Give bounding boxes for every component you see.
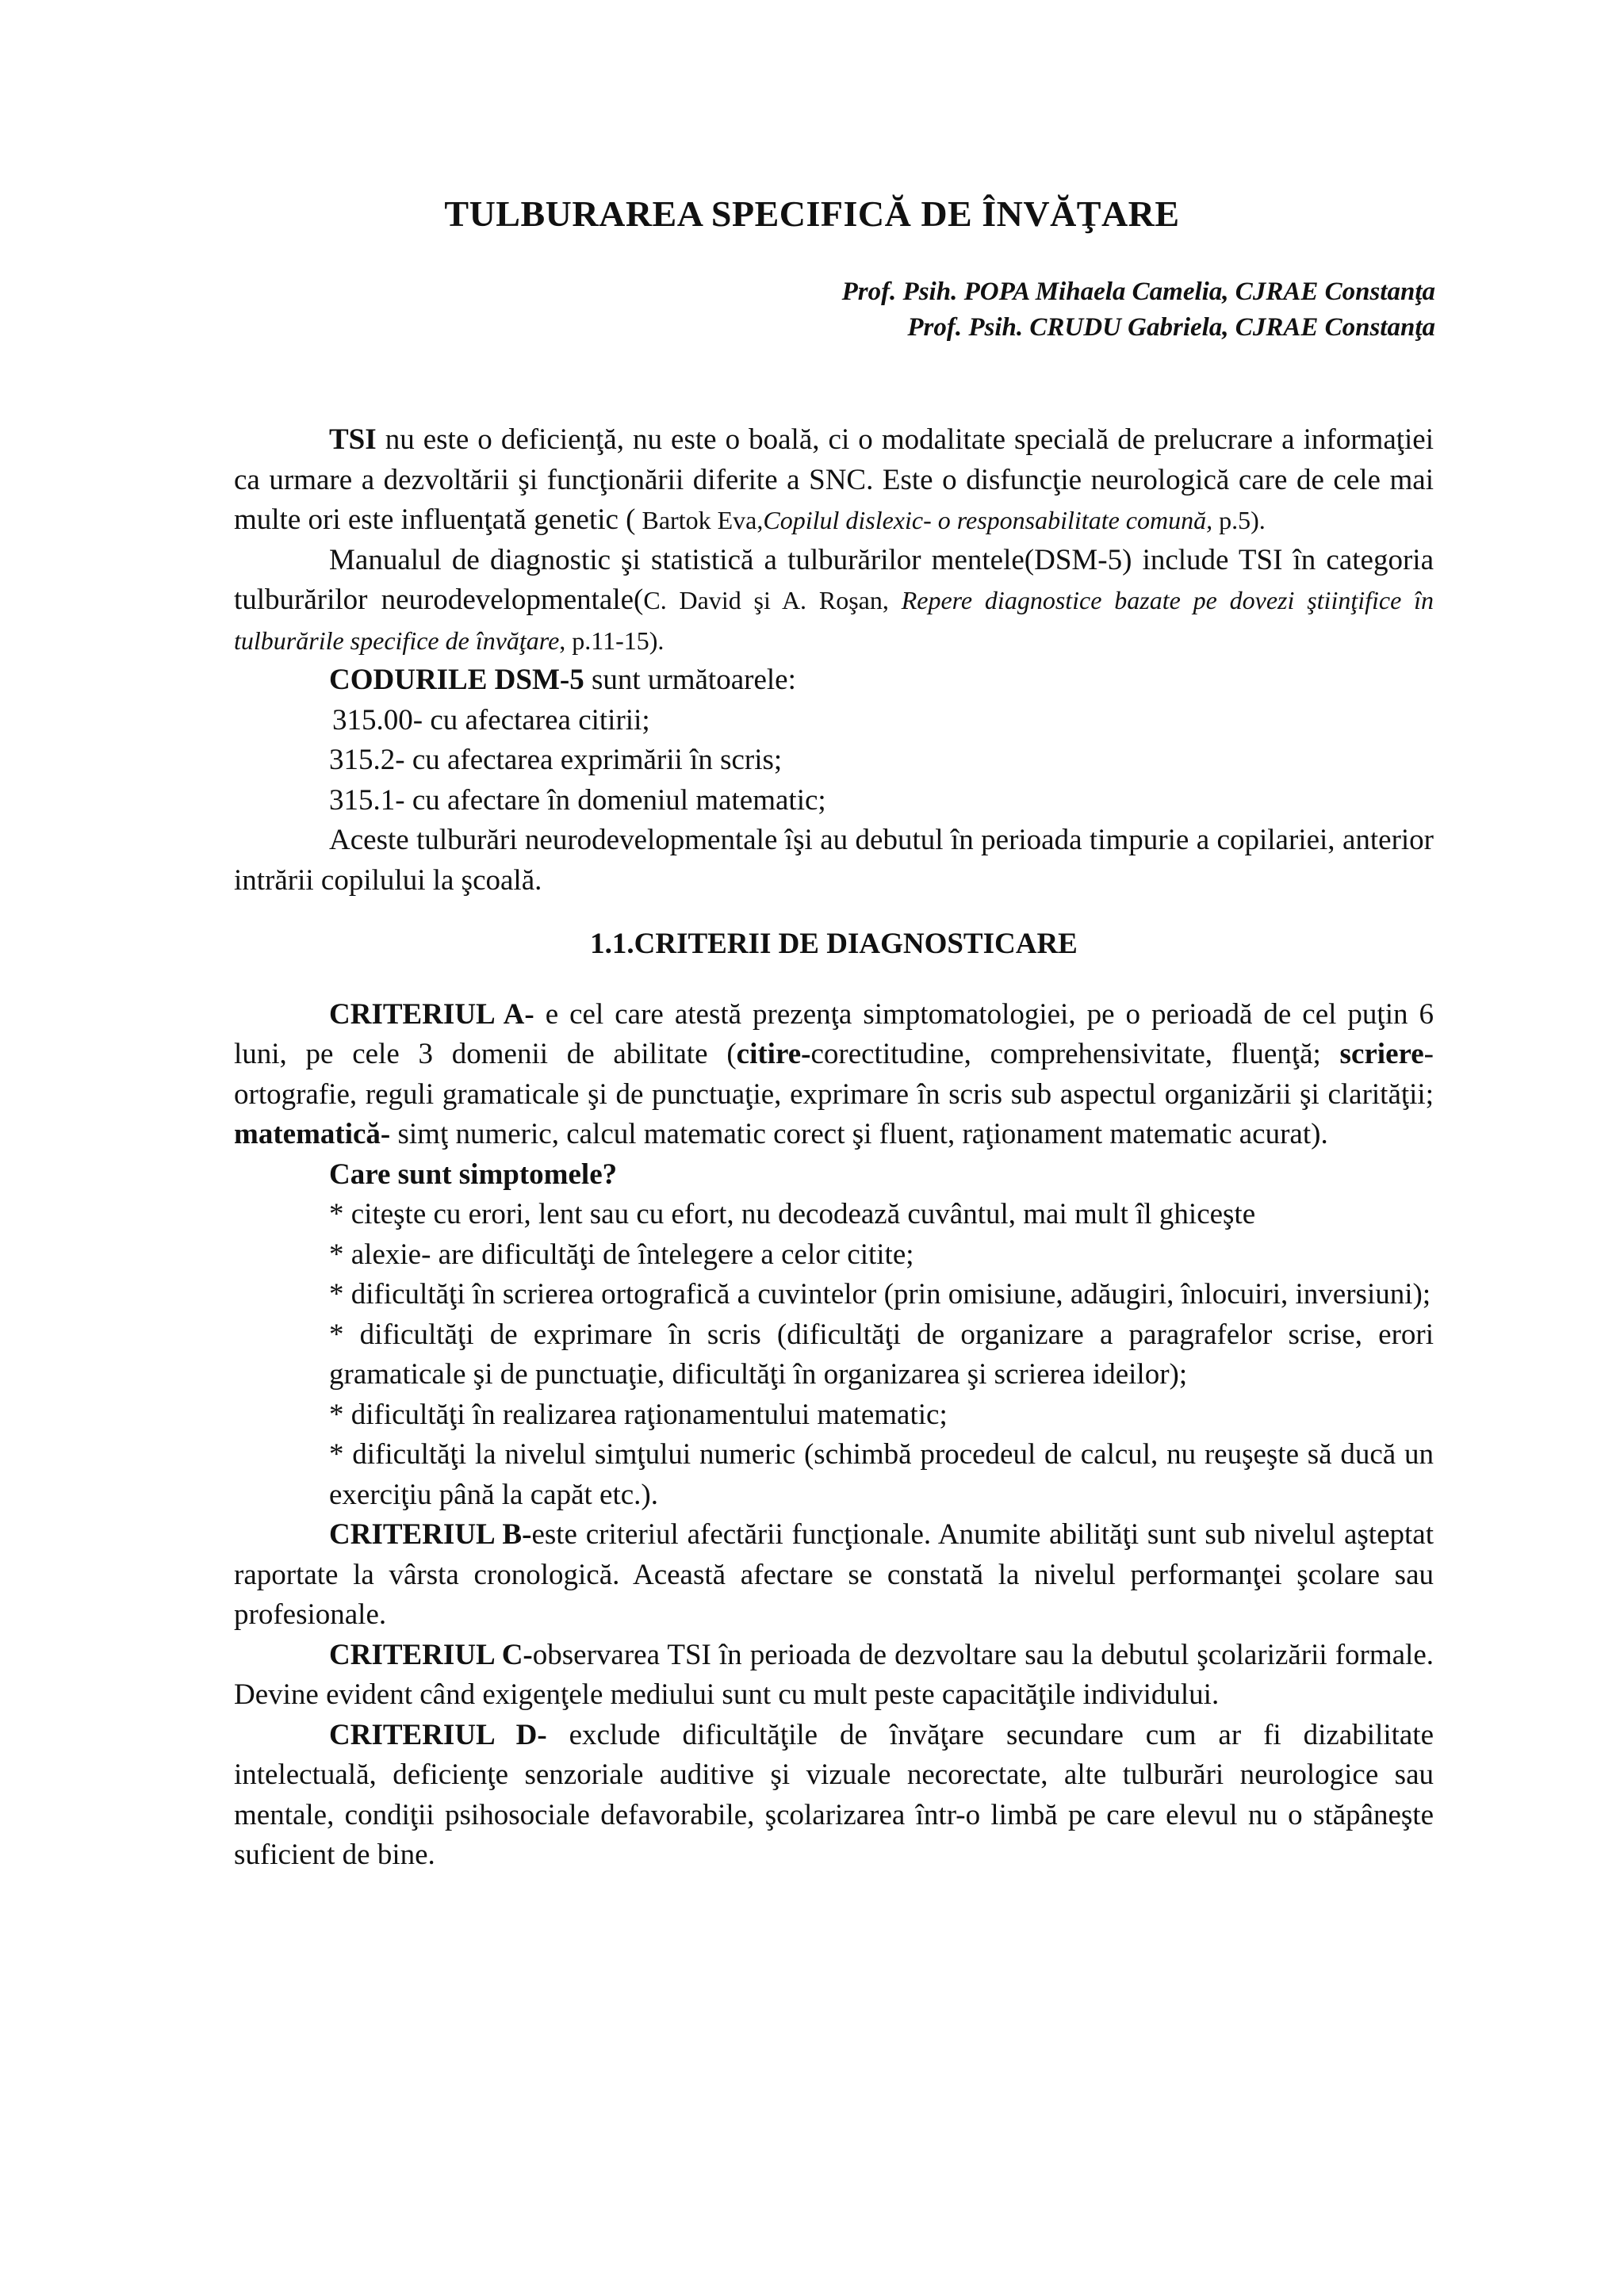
symptom-item: * dificultăţi în scrierea ortografică a cuvintelor (prin omisiune, adăugiri, înlocuiri, inversiuni); (329, 1278, 1431, 1311)
author-line-1: Prof. Psih. POPA Mihaela Camelia, CJRAE Constanţa (841, 277, 1435, 306)
author-line-2: Prof. Psih. CRUDU Gabriela, CJRAE Constanţa (907, 313, 1435, 342)
tsi-term: TSI (329, 423, 377, 456)
symptom-item: * dificultăţi la nivelul simţului numeric (schimbă procedeul de calcul, nu reuşeşte să ducă un exerciţiu până la capăt etc.). (329, 1438, 1434, 1511)
codes-heading: CODURILE DSM-5 sunt următoarele: (329, 664, 796, 696)
intro-paragraph-2: Manualul de diagnostic şi statistică a tulburărilor mentele(DSM-5) include TSI în categoria tulburărilor neurodevelopmentale(C. David şi A. Roşan, Repere diagnostice bazate pe dovezi ştiinţifice în tulburările specifice de învăţare, p.11-15). (234, 543, 1434, 655)
document-title: TULBURAREA SPECIFICĂ DE ÎNVĂŢARE (444, 193, 1180, 234)
code-item: 315.2- cu afectarea exprimării în scris; (329, 744, 783, 776)
criterion-d-paragraph: CRITERIUL D- exclude dificultăţile de învăţare secundare cum ar fi dizabilitate intelectuală, deficienţe senzoriale auditive şi vizuale necorectate, alte tulburări neurologice sau mentale, condiţii psihosociale defavorabile, şcolarizarea într-o limbă pe care elevul nu o stăpâneşte suficient de bine. (234, 1718, 1434, 1871)
section-heading: 1.1.CRITERII DE DIAGNOSTICARE (590, 928, 1078, 960)
document-body (234, 420, 1434, 1876)
criterion-c-paragraph: CRITERIUL C-observarea TSI în perioada de dezvoltare sau la debutul şcolarizării formale. Devine evident când exigenţele mediului sunt cu mult peste capacităţile individului. (234, 1638, 1434, 1711)
symptom-item: * dificultăţi de exprimare în scris (dificultăţi de organizare a paragrafelor scrise, erori gramaticale şi de punctuaţie, dificultăţi în organizarea şi scrierea ideilor); (329, 1318, 1434, 1391)
symptoms-heading: Care sunt simptomele? (329, 1158, 618, 1191)
intro-paragraph-1: TSI nu este o deficienţă, nu este o boală, ci o modalitate specială de prelucrare a informaţiei ca urmare a dezvoltării şi funcţionării diferite a SNC. Este o disfuncţie neurologică care de cele mai multe ori este influenţată genetic ( Bartok Eva,Copilul dislexic- o responsabilitate comună, p.5). (234, 423, 1434, 536)
criterion-b-paragraph: CRITERIUL B-este criteriul afectării funcţionale. Anumite abilităţi sunt sub nivelul aşteptat raportate la vârsta cronologică. Această afectare se constată la nivelul performanţei şcolare sau profesionale. (234, 1518, 1434, 1631)
symptom-item: * citeşte cu erori, lent sau cu efort, nu decodează cuvântul, mai mult îl ghiceşte (329, 1198, 1256, 1230)
intro-paragraph-3: Aceste tulburări neurodevelopmentale îşi au debutul în perioada timpurie a copilariei, anterior intrării copilului la şcoală. (234, 824, 1434, 897)
criterion-a-paragraph: CRITERIUL A- e cel care atestă prezenţa simptomatologiei, pe o perioadă de cel puţin 6 luni, pe cele 3 domenii de abilitate (citire-corectitudine, comprehensivitate, fluenţă; scriere- ortografie, reguli gramaticale şi de punctuaţie, exprimare în scris sub aspectul organizării şi clarităţii; matematică- simţ numeric, calcul matematic corect şi fluent, raţionament matematic acurat). (234, 997, 1434, 1150)
code-item: 315.00- cu afectarea citirii; (332, 703, 650, 737)
symptom-item: * dificultăţi în realizarea raţionamentului matematic; (329, 1398, 948, 1431)
symptom-item: * alexie- are dificultăţi de întelegere a celor citite; (329, 1238, 914, 1271)
code-item: 315.1- cu afectare în domeniul matematic; (329, 783, 826, 817)
